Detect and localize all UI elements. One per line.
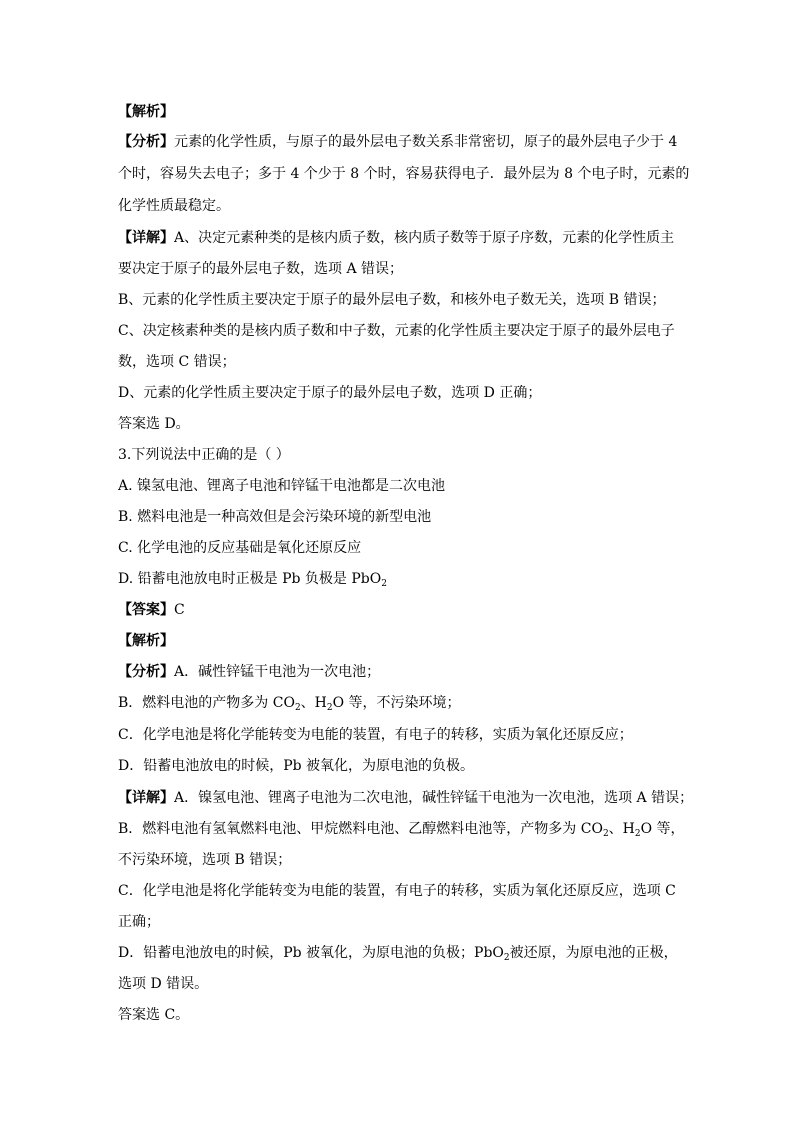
q3-detail-d-2: 被还原，为原电池的正极， bbox=[509, 945, 678, 961]
detail-tag-q3: 【详解】 bbox=[118, 790, 174, 806]
q3-detail-d-line2: 选项 D 错误。 bbox=[118, 976, 209, 992]
option-d bbox=[118, 569, 387, 589]
q3-detail-c-line1: C．化学电池是将化学能转变为电能的装置，有电子的转移，实质为氧化还原反应，选项 C bbox=[118, 883, 676, 899]
q3-detail-c-line2: 正确； bbox=[118, 914, 160, 930]
q3-analysis-a bbox=[118, 662, 380, 682]
analysis-line-1 bbox=[118, 132, 677, 152]
q3-detail-a bbox=[118, 788, 693, 808]
analysis-heading: 【解析】 bbox=[118, 104, 174, 120]
detail-tag: 【详解】 bbox=[118, 230, 174, 246]
q3-detail-d bbox=[118, 943, 678, 963]
q3-analysis-b-sub1: 2 bbox=[294, 703, 301, 713]
detail-line-4: C、决定核素种类的是核内质子数和中子数，元素的化学性质主要决定于原子的最外层电子 bbox=[118, 323, 675, 339]
q3-analysis-b-sub2: 2 bbox=[326, 703, 333, 713]
q3-detail-b bbox=[118, 819, 685, 839]
q3-detail-d-1: D．铅蓄电池放电的时候，Pb 被氧化，为原电池的负极；PbO bbox=[118, 945, 504, 961]
conclusion-q2: 答案选 D。 bbox=[118, 416, 190, 432]
analysis-line-2: 个时，容易失去电子；多于 4 个少于 8 个时，容易获得电子．最外层为 8 个电子时，元素的 bbox=[118, 166, 690, 182]
q3-analysis-c: C．化学电池是将化学能转变为电能的装置，有电子的转移，实质为氧化还原反应； bbox=[118, 727, 633, 743]
detail-line-5: 数，选项 C 错误； bbox=[118, 354, 236, 370]
detail-line-3: B、元素的化学性质主要决定于原子的最外层电子数，和核外电子数无关，选项 B 错误； bbox=[118, 292, 666, 308]
conclusion-q3: 答案选 C。 bbox=[118, 1007, 190, 1023]
question-stem: 3.下列说法中正确的是（ ） bbox=[118, 447, 290, 463]
q3-detail-b-sub1: 2 bbox=[602, 829, 609, 839]
q3-detail-d-sub: 2 bbox=[503, 953, 510, 963]
answer-tag: 【答案】 bbox=[118, 602, 174, 618]
option-c: C. 化学电池的反应基础是氧化还原反应 bbox=[118, 540, 362, 556]
analysis-tag-q3: 【分析】 bbox=[118, 664, 174, 680]
detail-line-6: D、元素的化学性质主要决定于原子的最外层电子数，选项 D 正确； bbox=[118, 385, 542, 401]
q3-analysis-b-1: B．燃料电池的产物多为 CO bbox=[118, 695, 295, 711]
q3-analysis-b-2: 、H bbox=[300, 695, 327, 711]
analysis-text-1: 元素的化学性质，与原子的最外层电子数关系非常密切，原子的最外层电子少于 4 bbox=[174, 134, 678, 150]
analysis-tag: 【分析】 bbox=[118, 134, 174, 150]
q3-analysis-b-3: O 等，不污染环境； bbox=[332, 695, 461, 711]
option-d-text: D. 铅蓄电池放电时正极是 Pb 负极是 PbO bbox=[118, 571, 382, 587]
q3-detail-b-2: 、H bbox=[608, 821, 635, 837]
answer-line bbox=[118, 600, 185, 620]
option-d-subscript: 2 bbox=[381, 579, 387, 589]
q3-analysis-a-text: A．碱性锌锰干电池为一次电池； bbox=[174, 664, 381, 680]
q3-detail-b-sub2: 2 bbox=[634, 829, 641, 839]
q3-detail-b-3: O 等， bbox=[640, 821, 685, 837]
detail-line-1 bbox=[118, 228, 674, 248]
q3-analysis-b bbox=[118, 693, 461, 713]
option-b: B. 燃料电池是一种高效但是会污染环境的新型电池 bbox=[118, 509, 432, 525]
analysis-line-3: 化学性质最稳定。 bbox=[118, 198, 230, 214]
q3-analysis-d: D．铅蓄电池放电的时候，Pb 被氧化，为原电池的负极。 bbox=[118, 758, 475, 774]
q3-detail-b-1: B．燃料电池有氢氧燃料电池、甲烷燃料电池、乙醇燃料电池等，产物多为 CO bbox=[118, 821, 603, 837]
option-a: A. 镍氢电池、锂离子电池和锌锰干电池都是二次电池 bbox=[118, 478, 446, 494]
answer-value: C bbox=[174, 602, 185, 618]
analysis-heading-q3: 【解析】 bbox=[118, 633, 174, 649]
q3-detail-b-line2: 不污染环境，选项 B 错误； bbox=[118, 852, 292, 868]
q3-detail-a-text: A．镍氢电池、锂离子电池为二次电池，碱性锌锰干电池为一次电池，选项 A 错误； bbox=[174, 790, 694, 806]
detail-text-1: A、决定元素种类的是核内质子数，核内质子数等于原子序数，元素的化学性质主 bbox=[174, 230, 675, 246]
detail-line-2: 要决定于原子的最外层电子数，选项 A 错误； bbox=[118, 261, 404, 277]
